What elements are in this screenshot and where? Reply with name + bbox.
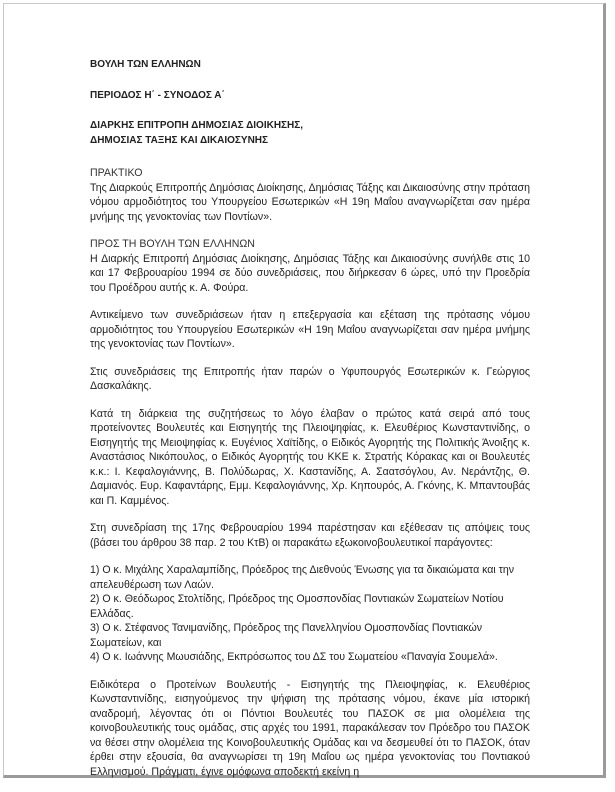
list-item: 3) Ο κ. Στέφανος Τανιμανίδης, Πρόεδρος της Πανελληνίου Ομοσπονδίας Ποντιακών Σωματείων, και [90,622,483,649]
address-label: ΠΡΟΣ ΤΗ ΒΟΥΛΗ ΤΩΝ ΕΛΛΗΝΩΝ [90,238,255,250]
paragraph-rapporteur: Ειδικότερα ο Προτείνων Βουλευτής - Εισηγητής της Πλειοψηφίας, κ. Ελευθέριος Κωνσταντινίδης, εισηγούμενος την ψήφιση της πρότασης νόμου, έκανε μία ιστορική αναδρομή, λέγοντας ότι οι Πόντιοι Βουλευτές του ΠΑΣΟΚ σε μια ολομέλεια της κοινοβουλευτικής τους ομάδας, στις αρχές του 1991, παρακάλεσαν τον Πρόεδρο του ΠΑΣΟΚ να θέσει στην ολομέλεια της Κοινοβουλευτικής Ομάδας και να δεσμευθεί ότι το ΠΑΣΟΚ, όταν έρθει στην εξουσία, θα αναγνωρίσει τη 19η Μαΐου ως ημέρα γενοκτονίας του Ποντιακού Ελληνισμού. Πράγματι, έγινε ομόφωνα αποδεκτή εκείνη η [90,678,530,778]
session-title: ΠΕΡΙΟΔΟΣ Η΄ - ΣΥΝΟΔΟΣ Α΄ [90,89,225,101]
document-body [90,58,530,792]
committee-title-line2: ΔΗΜΟΣΙΑΣ ΤΑΞΗΣ ΚΑΙ ΔΙΚΑΙΟΣΥΝΗΣ [90,134,269,146]
praktiko-label: ΠΡΑΚΤΙΚΟ [90,167,143,179]
list-item: 4) Ο κ. Ιωάννης Μωυσιάδης, Εκπρόσωπος του ΔΣ του Σωματείου «Παναγία Σουμελά». [90,651,498,663]
parliament-title: ΒΟΥΛΗ ΤΩΝ ΕΛΛΗΝΩΝ [90,59,201,70]
praktiko-text: Της Διαρκούς Επιτροπής Δημόσιας Διοίκησης, Δημόσιας Τάξης και Δικαιοσύνης στην πρόταση νόμου αρμοδιότητος του Υπουργείου Εσωτερικών «Η 19η Μαΐου αναγνωρίζεται σαν ημέρα μνήμης της γενοκτονίας των Ποντίων». [90,181,530,223]
address-text: Η Διαρκής Επιτροπή Δημόσιας Διοίκησης, Δημόσιας Τάξης και Δικαιοσύνης συνήλθε στις 10 και 17 Φεβρουαρίου 1994 σε δύο συνεδριάσεις, που διήρκεσαν 6 ώρες, υπό την Προεδρία του Προέδρου αυτής κ. Α. Φούρα. [90,252,530,294]
paragraph-speakers: Κατά τη διάρκεια της συζητήσεως το λόγο έλαβαν ο πρώτος κατά σειρά από τους προτείνοντες Βουλευτές και Εισηγητής της Πλειοψηφίας, κ. Ελευθέριος Κωνσταντινίδης, ο Εισηγητής της Μειοψηφίας κ. Ευγένιος Χαϊτίδης, ο Ειδικός Αγορητής της Πολιτικής Άνοιξης κ. Αναστάσιος Νικόπουλος, ο Ειδικός Αγορητής του ΚΚΕ κ. Στρατής Κόρακας και οι Βουλευτές κ.κ.: Ι. Κεφαλογιάννης, Β. Πολύδωρας, Χ. Καστανίδης, Α. Σαατσόγλου, Αν. Νεράντζης, Θ. Δαμιανός. Ευρ. Καφαντάρης, Εμμ. Κεφαλογιάννης, Χρ. Κηπουρός, Α. Γκόνης, Κ. Μπαντουβάς και Π. Καμμένος. [90,407,530,507]
committee-title-line1: ΔΙΑΡΚΗΣ ΕΠΙΤΡΟΠΗ ΔΗΜΟΣΙΑΣ ΔΙΟΙΚΗΣΗΣ, [90,120,304,131]
list-item: 1) Ο κ. Μιχάλης Χαραλαμπίδης, Πρόεδρος της Διεθνούς Ένωσης για τα δικαιώματα και την απελευθέρωση των Λαών. [90,564,515,591]
paragraph-attendance: Στις συνεδριάσεις της Επιτροπής ήταν παρών ο Υφυπουργός Εσωτερικών κ. Γεώργιος Δασκαλάκης. [90,365,530,392]
paragraph-subject: Αντικείμενο των συνεδριάσεων ήταν η επεξεργασία και εξέταση της πρότασης νόμου αρμοδιότητος του Υπουργείου Εσωτερικών «Η 19η Μαΐου αναγνωρίζεται σαν ημέρα μνήμης της γενοκτονίας των Ποντίων». [90,309,530,350]
list-item: 2) Ο κ. Θεόδωρος Στολτίδης, Πρόεδρος της Ομοσπονδίας Ποντιακών Σωματείων Νοτίου Ελλάδας. [90,593,504,620]
participant-list [90,563,530,665]
paragraph-hearing: Στη συνεδρίαση της 17ης Φεβρουαρίου 1994 παρέστησαν και εξέθεσαν τις απόψεις τους (βάσει του άρθρου 38 παρ. 2 του ΚτΒ) οι παρακάτω εξωκοινοβουλευτικοί παράγοντες: [90,522,530,549]
